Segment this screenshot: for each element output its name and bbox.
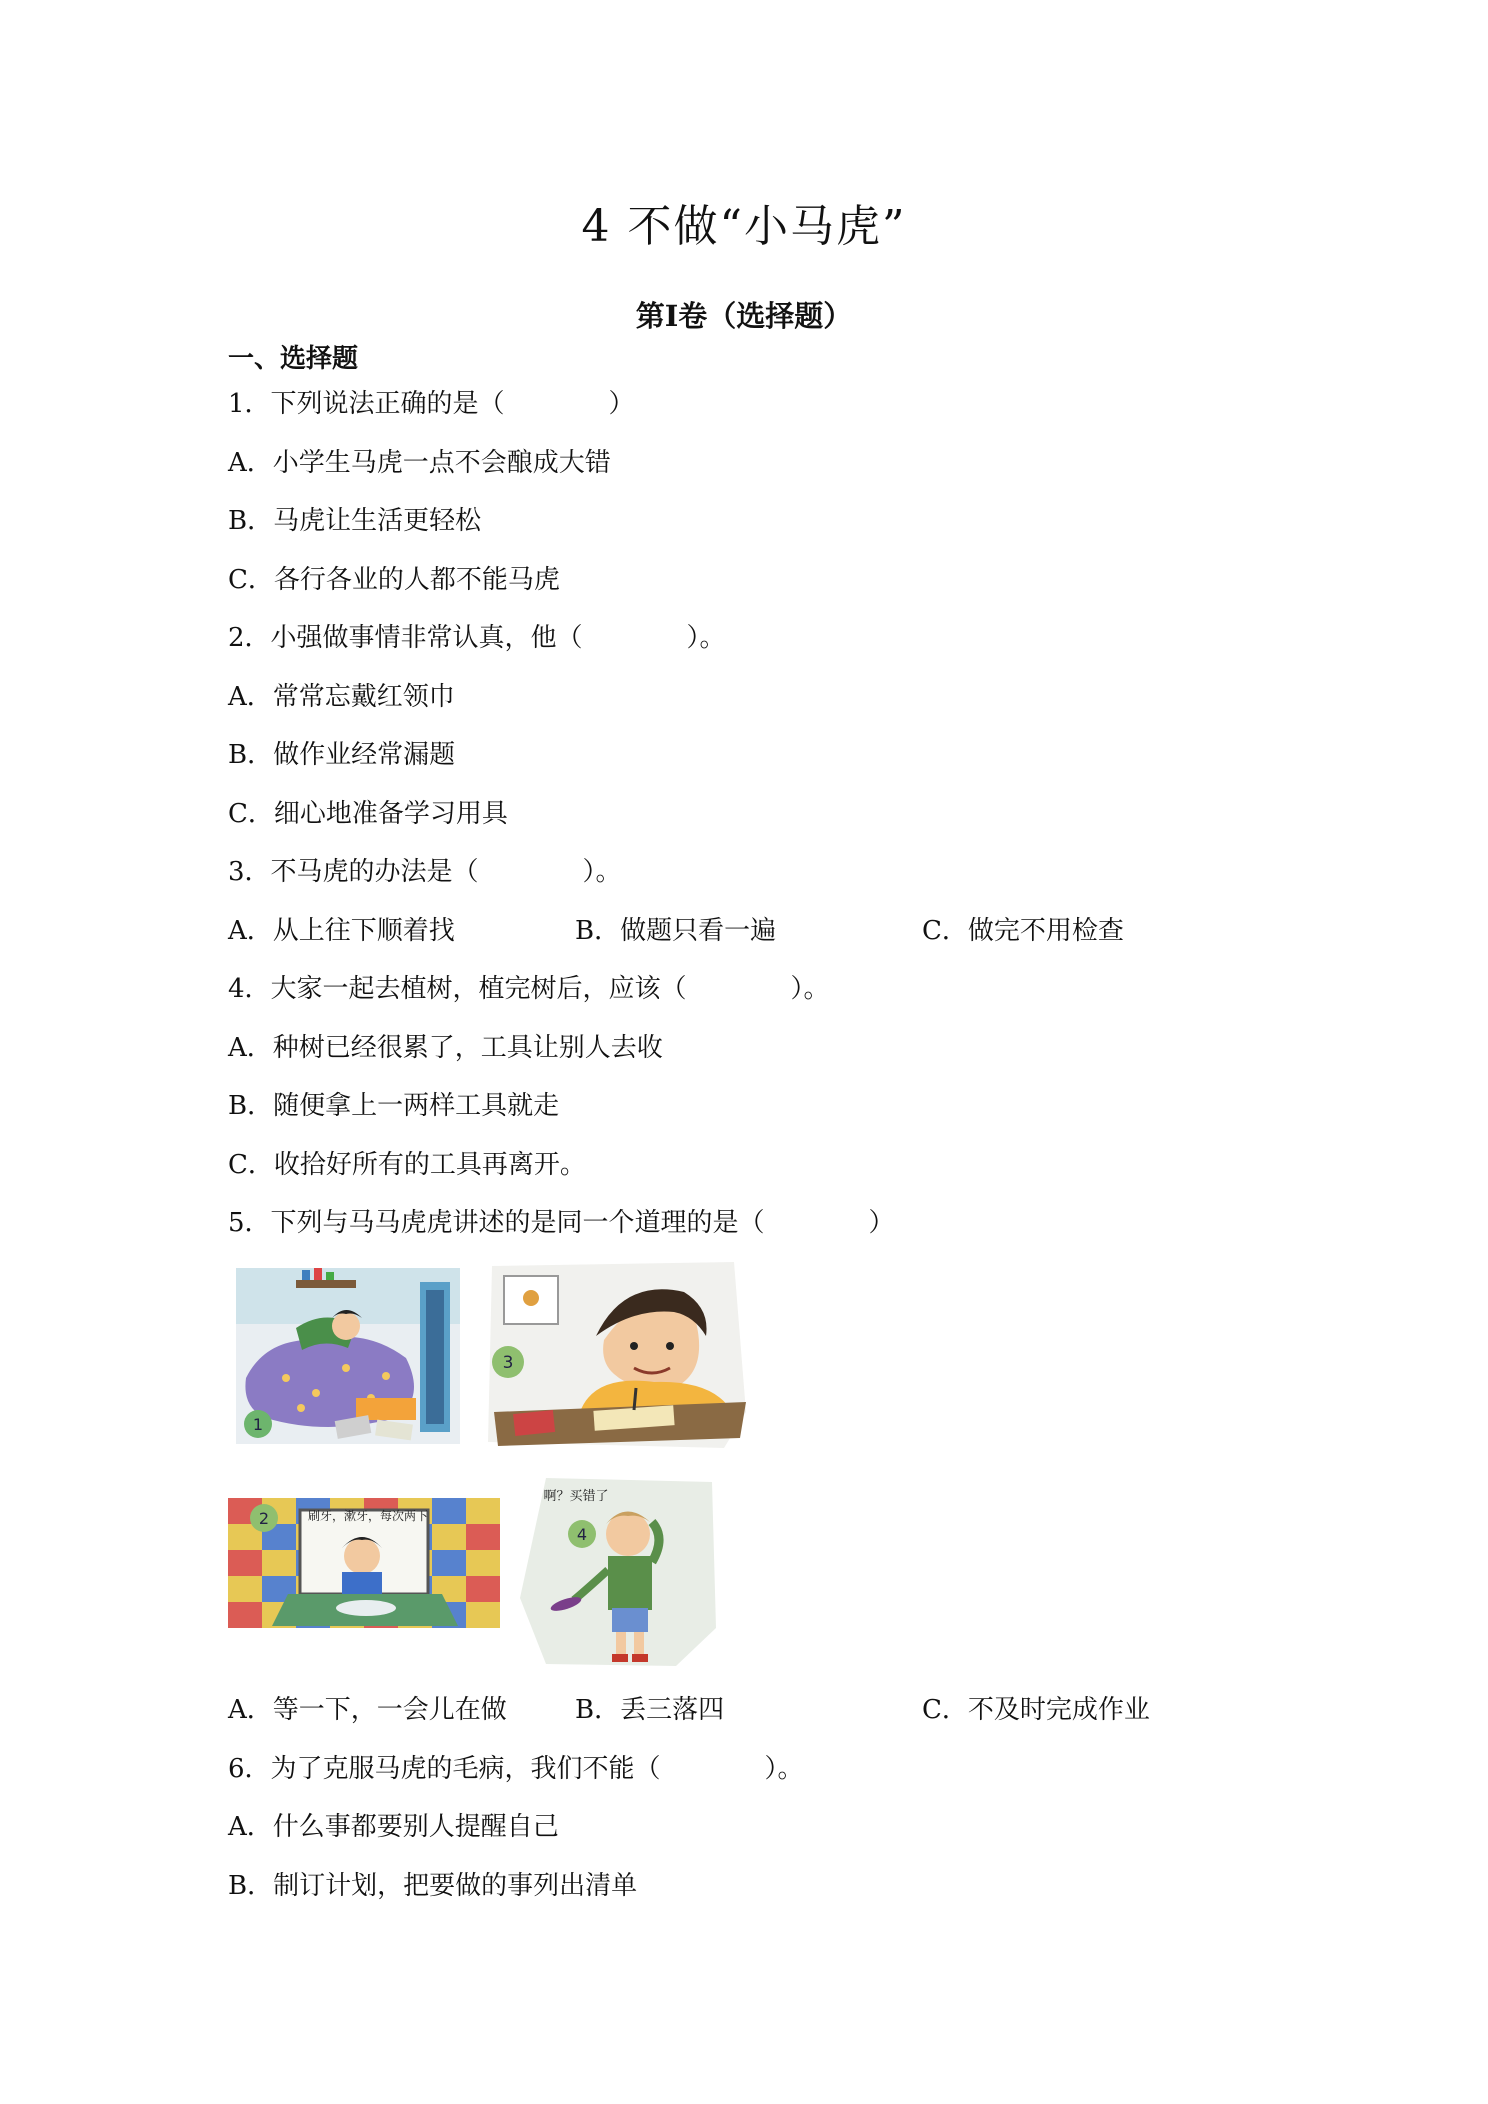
question-3-option-a: A．从上往下顺着找 xyxy=(228,916,455,946)
question-1-stem: 1．下列说法正确的是（ ） xyxy=(228,389,635,419)
question-6-option-a: A．什么事都要别人提醒自己 xyxy=(228,1812,559,1842)
picture-2-number: 2 xyxy=(258,1509,270,1528)
question-3-option-b: B．做题只看一遍 xyxy=(575,916,777,946)
question-2-option-c: C．细心地准备学习用具 xyxy=(228,799,508,829)
paper-subtitle: 第Ⅰ卷（选择题） xyxy=(635,299,853,333)
question-5-option-a: A．等一下，一会儿在做 xyxy=(228,1695,507,1725)
question-4-stem: 4．大家一起去植树，植完树后，应该（ ）。 xyxy=(228,974,830,1004)
section-heading: 一、选择题 xyxy=(228,344,359,374)
picture-1-number: 1 xyxy=(252,1415,264,1434)
picture-4-caption: 啊？买错了 xyxy=(543,1489,609,1504)
page-title: 4 不做“小马虎” xyxy=(581,201,907,252)
question-4-option-a: A．种树已经很累了，工具让别人去收 xyxy=(228,1033,663,1063)
picture-3-number: 3 xyxy=(502,1353,514,1373)
picture-4-wrong-purchase xyxy=(516,1478,720,1668)
question-1-option-a: A．小学生马虎一点不会酿成大错 xyxy=(228,448,611,478)
picture-1-messy-bed xyxy=(236,1268,460,1444)
question-3-stem: 3．不马虎的办法是（ ）。 xyxy=(228,857,622,887)
picture-2-brushing-teeth xyxy=(228,1498,500,1628)
question-5-option-c: C．不及时完成作业 xyxy=(922,1695,1150,1725)
question-1-option-b: B．马虎让生活更轻松 xyxy=(228,506,482,536)
question-5-option-b: B．丢三落四 xyxy=(575,1695,725,1725)
picture-4-number: 4 xyxy=(576,1525,588,1544)
question-1-option-c: C．各行各业的人都不能马虎 xyxy=(228,565,560,595)
picture-3-boy-writing xyxy=(484,1262,748,1452)
question-2-option-b: B．做作业经常漏题 xyxy=(228,740,456,770)
question-2-stem: 2．小强做事情非常认真，他（ ）。 xyxy=(228,623,726,653)
question-6-option-b: B．制订计划，把要做的事列出清单 xyxy=(228,1871,638,1901)
question-2-option-a: A．常常忘戴红领巾 xyxy=(228,682,455,712)
question-4-option-b: B．随便拿上一两样工具就走 xyxy=(228,1091,560,1121)
question-4-option-c: C．收拾好所有的工具再离开。 xyxy=(228,1150,586,1180)
question-3-option-c: C．做完不用检查 xyxy=(922,916,1124,946)
question-6-stem: 6．为了克服马虎的毛病，我们不能（ ）。 xyxy=(228,1754,804,1784)
picture-2-caption: 刷牙，漱牙，每次两下 xyxy=(307,1509,429,1523)
question-5-stem: 5．下列与马马虎虎讲述的是同一个道理的是（ ） xyxy=(228,1208,895,1238)
